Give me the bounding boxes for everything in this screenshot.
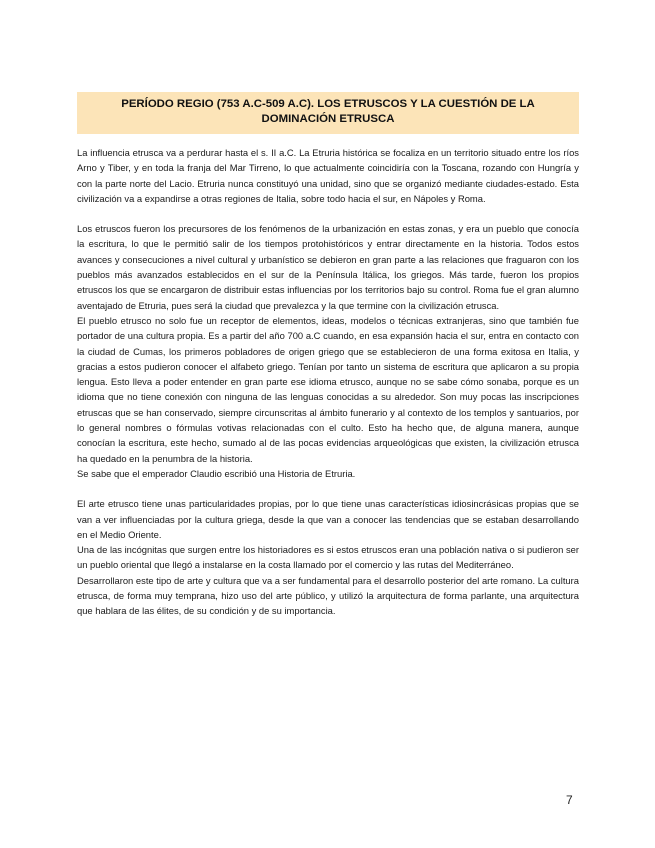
section-title-box — [77, 92, 579, 134]
paragraph-gap — [77, 481, 579, 496]
section-title: PERÍODO REGIO (753 A.C-509 A.C). LOS ETRUSCOS Y LA CUESTIÓN DE LA DOMINACIÓN ETRUSCA — [121, 98, 535, 125]
paragraph: Desarrollaron este tipo de arte y cultura que va a ser fundamental para el desarrollo posterior del arte romano. La cultura etrusca, de forma muy temprana, hizo uso del arte público, y utilizó la arquitectura de forma parlante, una arquitectura que hablara de las élites, de su condición y de su importancia. — [77, 574, 579, 617]
paragraph-gap — [77, 206, 579, 221]
page-number: 7 — [566, 793, 573, 807]
paragraph: La influencia etrusca va a perdurar hasta el s. II a.C. La Etruria histórica se focaliza en un territorio situado entre los ríos Arno y Tiber, y en toda la franja del Mar Tirreno, lo que actualmente coincidiría con la Toscana, rozando con Hungría y con la parte norte del Lacio. Etruria nunca constituyó una unidad, sino que se organizó mediante ciudades-estado. Esta civilización va a expandirse a otras regiones de Italia, sobre todo hacia el sur, en Nápoles y Roma. — [77, 147, 579, 204]
paragraph: Se sabe que el emperador Claudio escribió una Historia de Etruria. — [77, 467, 356, 479]
paragraph: El arte etrusco tiene unas particularidades propias, por lo que tiene unas características idiosincrásicas propias que se van a ver influenciadas por la cultura griega, desde la que van a conocer las tendencias que se estaban desarrollando en el Medio Oriente. — [77, 498, 579, 540]
paragraph: Los etruscos fueron los precursores de los fenómenos de la urbanización en estas zonas, y era un pueblo que conocía la escritura, lo que le permitió salir de los tiempos protohistóricos y entrar directamente en la historia. Todos estos avances y consecuciones a nivel cultural y urbanístico se debieron en gran parte a las relaciones que fraguaron con los pueblos más avanzados establecidos en el sur de la Península Itálica, los griegos. Más tarde, fueron los propios etruscos los que se encargaron de distribuir estas influencias por los territorios bajo su control. Roma fue el gran alumno aventajado de Etruria, pues será la ciudad que prevalezca y la que termine con la civilización etrusca. — [77, 223, 579, 311]
paragraph: El pueblo etrusco no solo fue un receptor de elementos, ideas, modelos o técnicas extranjeras, sino que también fue portador de una cultura propia. Es a partir del año 700 a.C cuando, en esa expansión hacia el sur, entra en contacto con la ciudad de Cumas, los primeros pobladores de origen griego que se establecieron de una forma exitosa en Italia, y gracias a estos pudieron conocer el alfabeto griego. Tenían por tanto un sistema de escritura que aplicaron a su propia lengua. Esto lleva a poder entender en gran parte ese idioma etrusco, aunque no se sabe cómo sonaba, porque es un idioma que no tiene conexión con ninguna de las lenguas conocidas a su alrededor. Son muy pocas las inscripciones etruscas que se han conservado, siempre circunscritas al ámbito funerario y al contexto de los templos y santuarios, por lo general nombres o fórmulas votivas relacionadas con el culto. Esto ha hecho que, de alguna manera, aunque conocían la escritura, este hecho, sumado al de las pocas evidencias arqueológicas que existen, la civilización etrusca ha quedado en la penumbra de la historia. — [77, 314, 579, 464]
body-text — [77, 145, 579, 619]
paragraph: Una de las incógnitas que surgen entre los historiadores es si estos etruscos eran una población nativa o si pudieron ser un pueblo oriental que llegó a instalarse en la costa llamado por el comercio y las rutas del Mediterráneo. — [77, 544, 579, 571]
